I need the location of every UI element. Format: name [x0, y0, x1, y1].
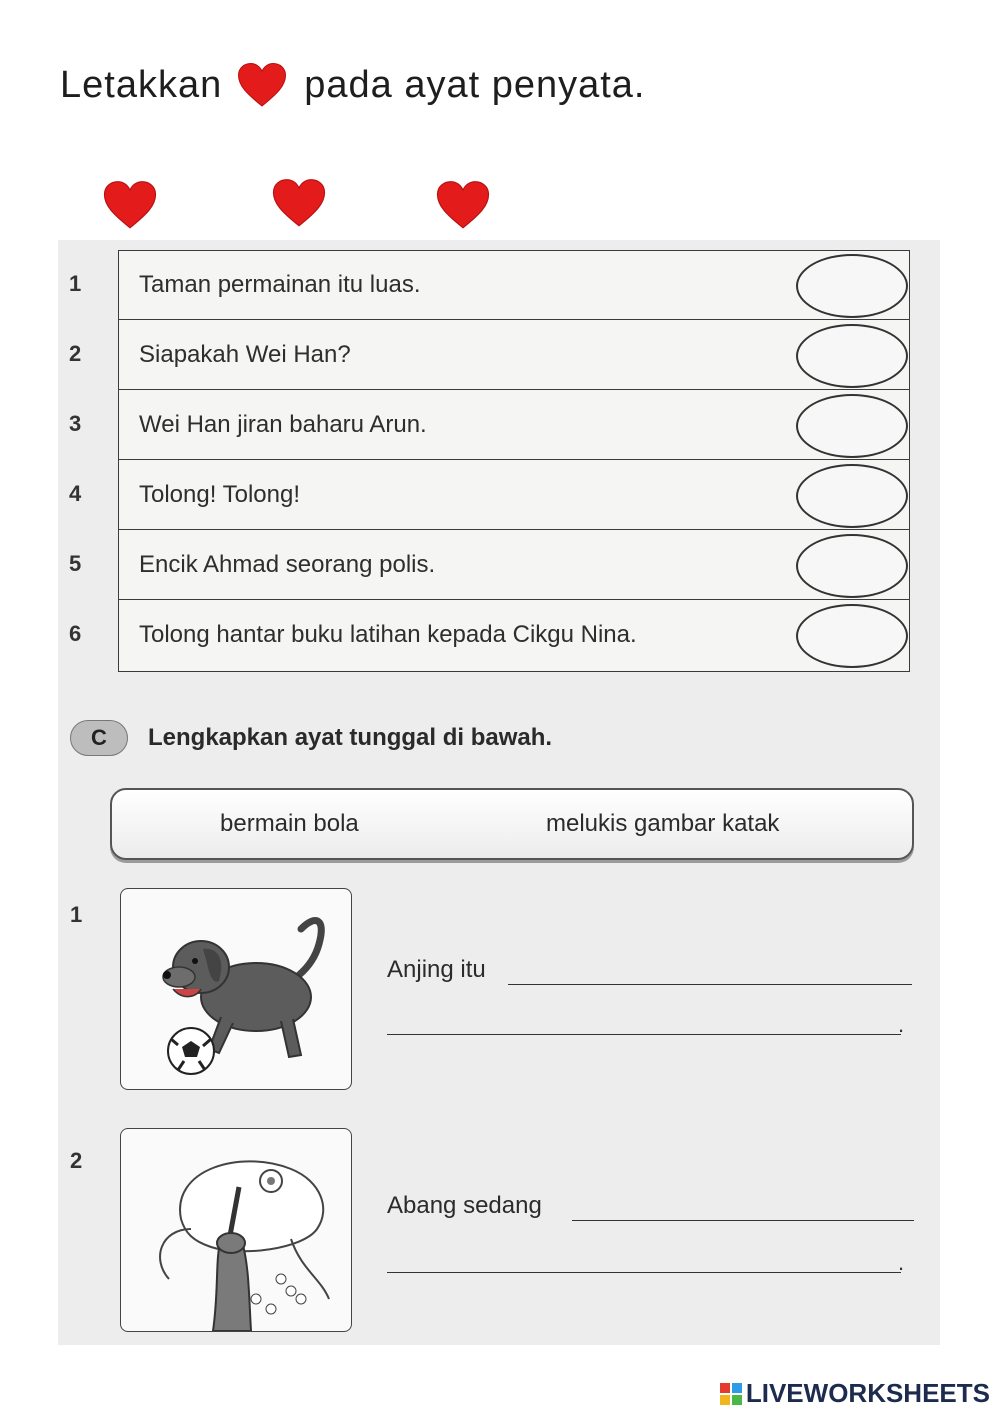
question-2-answer-input[interactable] — [572, 1186, 914, 1221]
table-row — [69, 601, 909, 670]
logo-grid-icon — [720, 1383, 742, 1405]
answer-oval-2[interactable] — [796, 324, 908, 388]
dog-illustration — [121, 889, 351, 1089]
row-number: 3 — [69, 411, 82, 436]
row-sentence: Siapakah Wei Han? — [139, 341, 351, 368]
row-sentence: Wei Han jiran baharu Arun. — [139, 411, 427, 438]
row-number: 1 — [69, 271, 82, 296]
answer-oval-4[interactable] — [796, 464, 908, 528]
word-option: melukis gambar katak — [546, 810, 780, 837]
liveworksheets-logo — [720, 1378, 990, 1409]
row-number: 6 — [69, 621, 82, 646]
row-number: 2 — [69, 341, 82, 366]
instruction-text-before: Letakkan — [60, 63, 223, 106]
table-row — [69, 251, 909, 320]
row-sentence: Tolong hantar buku latihan kepada Cikgu Nina. — [139, 621, 637, 648]
answer-oval-5[interactable] — [796, 534, 908, 598]
question-number: 2 — [70, 1148, 83, 1173]
instruction — [60, 62, 646, 108]
table-row — [69, 391, 909, 460]
draggable-heart-icon[interactable] — [101, 180, 159, 230]
answer-oval-6[interactable] — [796, 604, 908, 668]
table-row — [69, 531, 909, 600]
sentence-table — [69, 250, 910, 672]
row-sentence: Encik Ahmad seorang polis. — [139, 551, 436, 578]
question-1-answer-input-line-2[interactable] — [387, 1000, 901, 1035]
question-2-answer-input-line-2[interactable] — [387, 1238, 901, 1273]
question-number: 1 — [70, 902, 83, 927]
table-row — [69, 461, 909, 530]
frog-drawing-picture — [120, 1128, 352, 1332]
draggable-heart-icon[interactable] — [270, 178, 328, 228]
logo-text: LIVEWORKSHEETS — [745, 1378, 990, 1408]
heart-icon — [236, 62, 288, 108]
table-row — [69, 321, 909, 390]
section-title: Lengkapkan ayat tunggal di bawah. — [148, 724, 553, 751]
worksheet-scan — [58, 240, 940, 1345]
frog-illustration — [121, 1129, 351, 1331]
question-2-period: . — [898, 1250, 905, 1275]
row-number: 5 — [69, 551, 82, 576]
question-1-answer-input[interactable] — [508, 950, 912, 985]
section-badge: C — [70, 720, 128, 756]
row-sentence: Taman permainan itu luas. — [139, 271, 421, 298]
question-2-prompt: Abang sedang — [387, 1192, 542, 1219]
dog-ball-picture — [120, 888, 352, 1090]
word-option: bermain bola — [220, 810, 359, 837]
question-1-period: . — [898, 1012, 905, 1037]
section-c-header — [70, 720, 552, 756]
row-number: 4 — [69, 481, 82, 506]
answer-oval-3[interactable] — [796, 394, 908, 458]
draggable-heart-icon[interactable] — [434, 180, 492, 230]
answer-oval-1[interactable] — [796, 254, 908, 318]
question-1-prompt: Anjing itu — [387, 956, 486, 983]
row-sentence: Tolong! Tolong! — [139, 481, 301, 508]
word-bank — [110, 788, 914, 860]
instruction-text-after: pada ayat penyata. — [304, 63, 646, 106]
